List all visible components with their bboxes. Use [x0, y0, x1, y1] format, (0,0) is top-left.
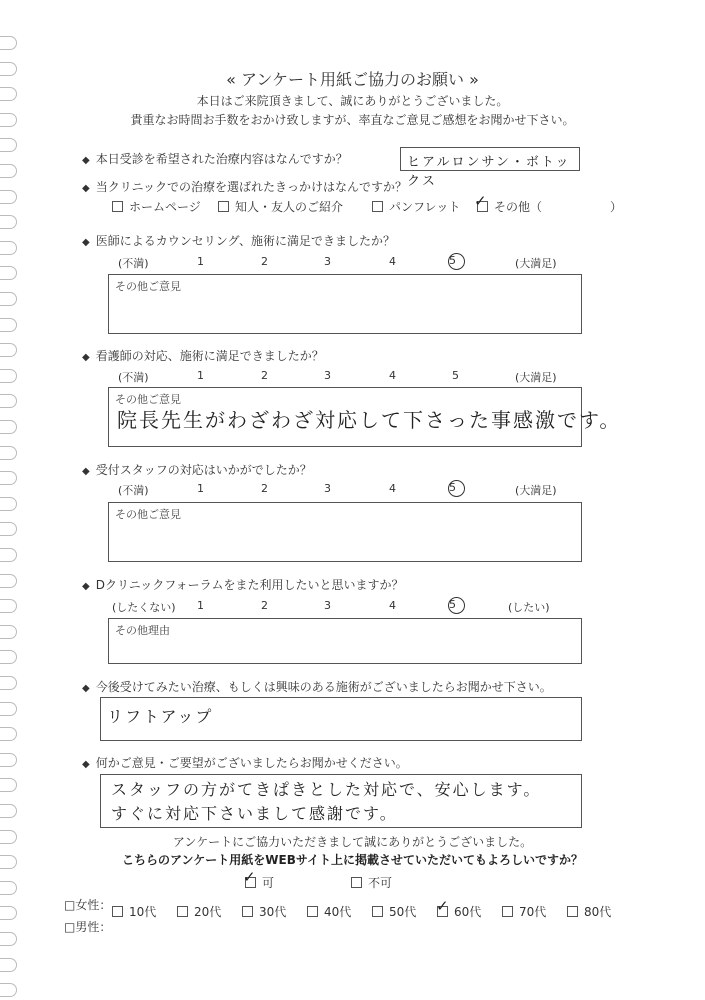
age-20s[interactable]	[177, 903, 221, 920]
rating-scale-5[interactable]	[0, 482, 705, 498]
question-7-text: 今後受けてみたい治療、もしくは興味のある施術がございましたらお聞かせ下さい。	[95, 680, 552, 694]
question-8	[82, 754, 408, 771]
binder-hole	[0, 190, 17, 204]
scale-high-label: (大満足)	[515, 257, 557, 270]
age-70s[interactable]	[502, 903, 546, 920]
binder-hole	[0, 932, 17, 946]
binder-hole	[0, 292, 17, 306]
future-treatment-answer: リフトアップ	[107, 707, 214, 726]
scale-1[interactable]: 1	[197, 482, 204, 495]
binder-hole	[0, 702, 17, 716]
question-5	[82, 461, 312, 478]
scale-high-label: (したい)	[508, 601, 550, 614]
binder-hole	[0, 394, 17, 408]
checkbox-icon[interactable]	[177, 906, 188, 917]
comment-label: その他ご意見	[115, 393, 181, 406]
triangle-bullet-icon: ◆	[82, 581, 90, 592]
checkbox-icon[interactable]	[372, 201, 383, 212]
binder-hole	[0, 983, 17, 997]
checkbox-icon[interactable]	[242, 906, 253, 917]
triangle-bullet-icon: ◆	[82, 155, 90, 166]
age-80s[interactable]	[567, 903, 611, 920]
binder-hole	[0, 446, 17, 460]
age-label: 10代	[129, 905, 157, 919]
checkmark-icon: ✓	[474, 192, 487, 210]
checkmark-icon: ✓	[436, 897, 449, 915]
scale-5[interactable]: 5	[452, 369, 459, 382]
scale-4[interactable]: 4	[389, 599, 396, 612]
feedback-line-1: スタッフの方がてきぱきとした対応で、安心します。	[111, 780, 542, 799]
comment-box-3[interactable]	[108, 274, 582, 334]
option-other-close: ）	[610, 200, 623, 214]
option-pamphlet[interactable]	[372, 198, 460, 215]
option-other[interactable]	[477, 198, 542, 215]
binder-hole	[0, 318, 17, 332]
scale-high-label: (大満足)	[515, 371, 557, 384]
scale-5-circled[interactable]: 5	[448, 480, 465, 497]
permission-question: こちらのアンケート用紙をWEBサイト上に掲載させていただいてもよろしいですか？	[121, 853, 584, 867]
age-label: 40代	[324, 905, 352, 919]
triangle-bullet-icon: ◆	[82, 352, 90, 363]
scale-4[interactable]: 4	[389, 369, 396, 382]
scale-low-label: (不満)	[118, 484, 149, 497]
treatment-answer-box[interactable]	[400, 147, 580, 189]
comment-label: その他理由	[115, 624, 170, 637]
comment-label: その他ご意見	[115, 508, 181, 521]
checkbox-icon[interactable]	[567, 906, 578, 917]
binder-hole	[0, 164, 17, 178]
no-label: 不可	[368, 876, 393, 890]
binder-hole	[0, 138, 17, 152]
age-10s[interactable]	[112, 903, 156, 920]
scale-1[interactable]: 1	[197, 599, 204, 612]
checkbox-icon[interactable]	[112, 906, 123, 917]
scale-3[interactable]: 3	[324, 255, 331, 268]
triangle-bullet-icon: ◆	[82, 237, 90, 248]
checkbox-icon[interactable]	[307, 906, 318, 917]
checkbox-icon[interactable]	[502, 906, 513, 917]
feedback-line-2: すぐに対応下さいまして感謝です。	[111, 804, 398, 823]
intro-line-2: 貴重なお時間お手数をおかけ致しますが、率直なご意見ご感想をお聞かせ下さい。	[130, 113, 575, 127]
binder-hole	[0, 753, 17, 767]
binder-hole	[0, 497, 17, 511]
option-homepage[interactable]	[112, 198, 201, 215]
age-30s[interactable]	[242, 903, 286, 920]
treatment-answer: ヒアルロンサン・ボトックス	[407, 155, 571, 189]
question-3-text: 医師によるカウンセリング、施術に満足できましたか？	[95, 234, 395, 248]
binder-hole	[0, 241, 17, 255]
scale-3[interactable]: 3	[324, 482, 331, 495]
option-label: その他（	[494, 200, 543, 214]
age-label: 50代	[389, 905, 417, 919]
thanks-text: アンケートにご協力いただきまして誠にありがとうございました。	[172, 835, 533, 849]
comment-box-6[interactable]	[108, 618, 582, 664]
checkbox-icon[interactable]	[112, 201, 123, 212]
age-50s[interactable]	[372, 903, 416, 920]
binder-hole	[0, 906, 17, 920]
option-label: パンフレット	[389, 200, 461, 214]
age-label: 20代	[194, 905, 222, 919]
scale-2[interactable]: 2	[261, 369, 268, 382]
binder-hole	[0, 420, 17, 434]
question-6-text: Dクリニックフォーラムをまた利用したいと思いますか？	[95, 578, 404, 592]
scale-5-circled[interactable]: 5	[448, 253, 465, 270]
yes-label: 可	[262, 876, 275, 890]
binder-hole	[0, 215, 17, 229]
question-2-text: 当クリニックでの治療を選ばれたきっかけはなんですか？	[95, 180, 407, 194]
binder-hole	[0, 36, 17, 50]
question-4-text: 看護師の対応、施術に満足できましたか？	[95, 349, 324, 363]
scale-low-label: (不満)	[118, 371, 149, 384]
scale-2[interactable]: 2	[261, 255, 268, 268]
option-label: ホームページ	[129, 200, 201, 214]
scale-2[interactable]: 2	[261, 482, 268, 495]
checkbox-icon[interactable]	[372, 906, 383, 917]
binder-hole	[0, 778, 17, 792]
age-label: 30代	[259, 905, 287, 919]
scale-1[interactable]: 1	[197, 255, 204, 268]
nurse-comment: 院長先生がわざわざ対応して下さった事感激です。	[117, 408, 622, 432]
scale-2[interactable]: 2	[261, 599, 268, 612]
question-7	[82, 678, 552, 695]
scale-high-label: (大満足)	[515, 484, 557, 497]
question-8-text: 何かご意見・ご要望がございましたらお聞かせください。	[95, 756, 408, 770]
binder-hole	[0, 522, 17, 536]
checkmark-icon: ✓	[243, 868, 256, 886]
intro-line-1: 本日はご来院頂きまして、誠にありがとうございました。	[196, 94, 509, 108]
checkbox-icon[interactable]	[351, 877, 362, 888]
question-1-text: 本日受診を希望された治療内容はなんですか？	[95, 152, 348, 166]
permission-no[interactable]	[351, 874, 392, 891]
comment-box-4[interactable]	[108, 387, 622, 447]
triangle-bullet-icon: ◆	[82, 183, 90, 194]
binder-hole	[0, 650, 17, 664]
age-40s[interactable]	[307, 903, 351, 920]
scale-4[interactable]: 4	[389, 255, 396, 268]
scale-5-circled[interactable]: 5	[448, 597, 465, 614]
rating-scale-4[interactable]	[0, 369, 705, 385]
question-6	[82, 576, 404, 593]
binder-hole	[0, 676, 17, 690]
binder-hole	[0, 343, 17, 357]
binder-hole	[0, 804, 17, 818]
triangle-bullet-icon: ◆	[82, 683, 90, 694]
future-treatment-box[interactable]	[100, 697, 582, 741]
question-1	[82, 150, 348, 167]
triangle-bullet-icon: ◆	[82, 466, 90, 477]
checkbox-icon[interactable]	[218, 201, 229, 212]
rating-scale-6[interactable]	[0, 599, 705, 615]
scale-low-label: (したくない)	[112, 601, 176, 614]
binder-hole	[0, 727, 17, 741]
binder-hole	[0, 574, 17, 588]
scale-1[interactable]: 1	[197, 369, 204, 382]
age-label: 80代	[584, 905, 612, 919]
scale-4[interactable]: 4	[389, 482, 396, 495]
rating-scale-3[interactable]	[0, 255, 705, 271]
binder-hole	[0, 881, 17, 895]
feedback-box[interactable]	[100, 774, 582, 828]
question-5-text: 受付スタッフの対応はいかがでしたか？	[95, 463, 312, 477]
triangle-bullet-icon: ◆	[82, 759, 90, 770]
question-4	[82, 347, 324, 364]
survey-title: « アンケート用紙ご協力のお願い »	[226, 70, 479, 89]
option-referral[interactable]	[218, 198, 343, 215]
gender-female[interactable]: □女性：	[64, 898, 112, 912]
binder-hole	[0, 958, 17, 972]
scale-3[interactable]: 3	[324, 599, 331, 612]
binder-hole	[0, 548, 17, 562]
age-label: 60代	[454, 905, 482, 919]
scale-low-label: (不満)	[118, 257, 149, 270]
age-label: 70代	[519, 905, 547, 919]
scale-3[interactable]: 3	[324, 369, 331, 382]
comment-box-5[interactable]	[108, 502, 582, 562]
question-3	[82, 232, 395, 249]
comment-label: その他ご意見	[115, 280, 181, 293]
question-2	[82, 178, 407, 195]
gender-male[interactable]: □男性：	[64, 920, 112, 934]
option-label: 知人・友人のご紹介	[235, 200, 344, 214]
binder-hole	[0, 625, 17, 639]
